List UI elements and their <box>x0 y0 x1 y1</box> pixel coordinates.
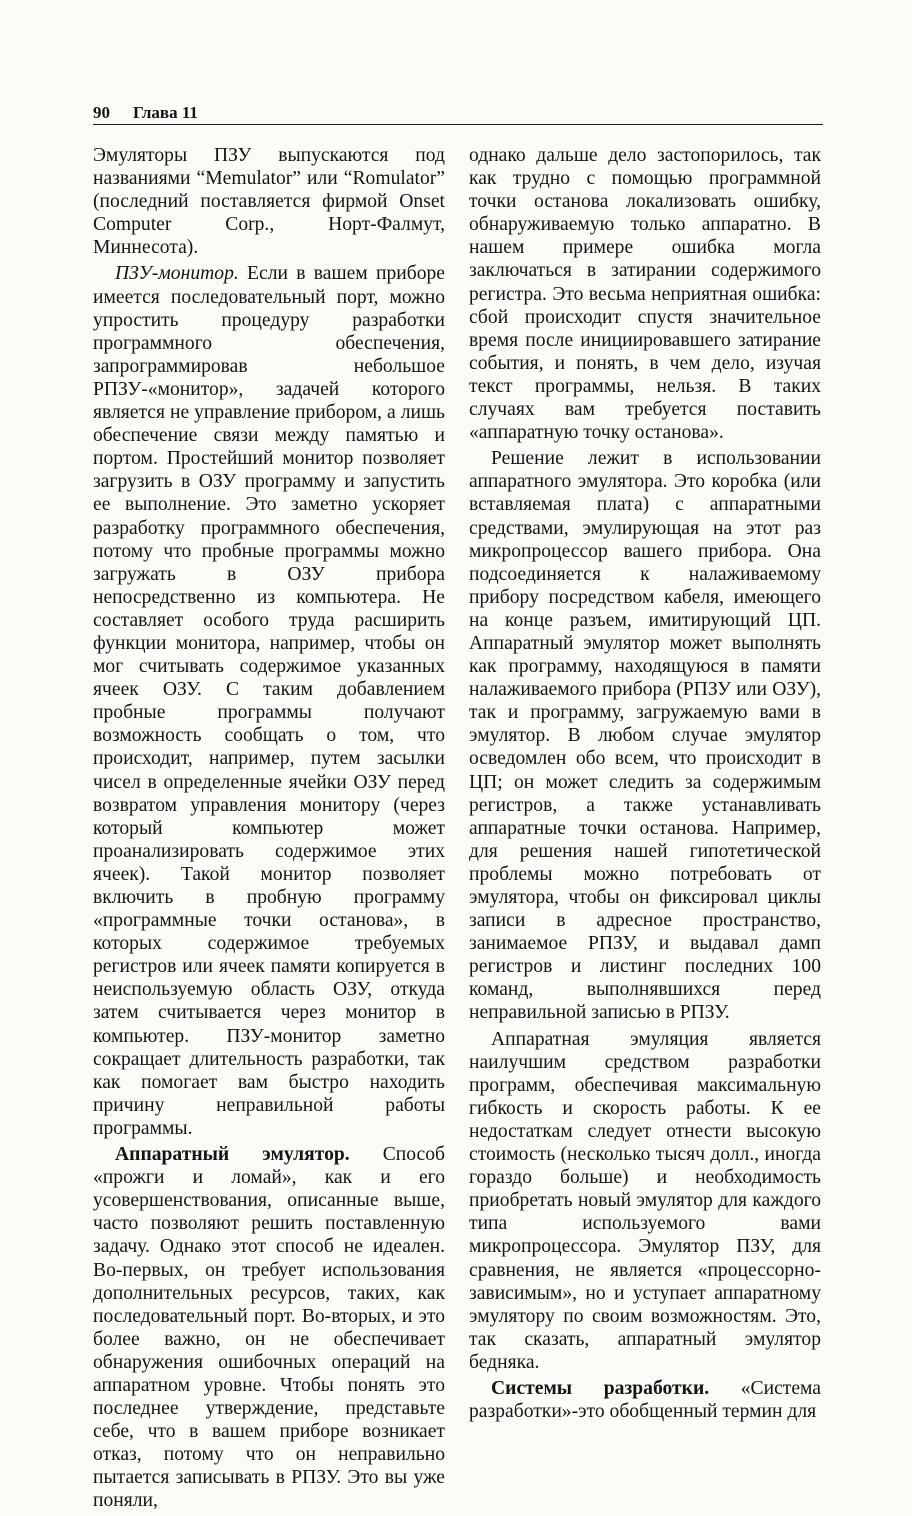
chapter-title: Глава 11 <box>133 103 198 122</box>
header-rule <box>93 124 823 125</box>
left-column <box>93 144 445 1516</box>
runin-heading-hardware-emulator: Аппаратный эмулятор. <box>115 1144 350 1166</box>
right-column <box>469 144 821 1426</box>
paragraph-development-systems-body: «Система разработки»-это обобщенный термин для <box>469 1377 821 1423</box>
page-number: 90 <box>93 103 110 122</box>
runin-heading-development-systems: Системы разработки. <box>491 1377 710 1399</box>
paragraph-development-systems <box>469 1377 821 1423</box>
paragraph-rom-emulators: Эмуляторы ПЗУ выпускаются под названиями “Memulator” или “Romulator” (последний поставляется фирмой Onset Computer Corp., Норт-Фалмут, Миннесота). <box>93 145 445 259</box>
paragraph-rom-monitor <box>93 262 445 1140</box>
paragraph-rom-monitor-body: Если в вашем приборе имеется последовательный порт, можно упростить процедуру разработки программного обеспечения, запрограммировав небольшое РПЗУ-«монитор», задачей которого является не управление прибором, а лишь обеспечение связи между памятью и портом. Простейший монитор позволяет загрузить в ОЗУ программу и запустить ее выполнение. Это заметно ускоряет разработку программного обеспечения, потому что пробные программы можно загружать в ОЗУ прибора непосредственно из компьютера. Не составляет особого труда расширить функции монитора, например, чтобы он мог считывать содержимое указанных ячеек ОЗУ. С таким добавлением пробные программы получают возможность сообщать о том, что происходит, например, путем засылки чисел в определенные ячейки ОЗУ перед возвратом управления монитору (через который компьютер может проанализировать содержимое этих ячеек). Такой монитор позволяет включить в пробную программу «программные точки останова», в которых содержимое требуемых регистров или ячеек памяти копируется в неиспользуемую область ОЗУ, откуда затем считывается через монитор в компьютер. ПЗУ-монитор заметно сокращает длительность разработки, так как помогает вам быстро находить причину неправильной работы программы. <box>93 263 445 1139</box>
paragraph-continuation: однако дальше дело застопорилось, так как трудно с помощью программной точки останова локализовать ошибку, обнаруживаемую только аппаратно. В нашем примере ошибка могла заключаться в затирании содержимого регистра. Это весьма неприятная ошибка: сбой происходит спустя значительное время после инициировавшего затирание события, и понять, в чем дело, изучая текст программы, нельзя. В таких случаях вам требуется поставить «аппаратную точку останова». <box>469 145 821 444</box>
paragraph-hardware-emulator <box>93 1143 445 1513</box>
runin-heading-rom-monitor: ПЗУ-монитор. <box>115 263 239 285</box>
paragraph-hardware-emulation: Аппаратная эмуляция является наилучшим средством разработки программ, обеспечивая максимальную гибкость и скорость работы. К ее недостаткам следует отнести высокую стоимость (несколько тысяч долл., иногда гораздо больше) и необходимость приобретать новый эмулятор для каждого типа используемого вами микропроцессора. Эмулятор ПЗУ, для сравнения, не является «процессорно-зависимым», но и уступает аппаратному эмулятору по своим возможностям. Это, так сказать, аппаратный эмулятор бедняка. <box>469 1028 821 1373</box>
paragraph-hardware-emulator-body: Способ «прожги и ломай», как и его усовершенствования, описанные выше, часто позволяют решить поставленную задачу. Однако этот способ не идеален. Во-первых, он требует использования дополнительных ресурсов, таких, как последовательный порт. Во-вторых, и это более важно, он не обеспечивает обнаружения ошибочных операций на аппаратном уровне. Чтобы понять это последнее утверждение, представьте себе, что в вашем приборе возникает отказ, потому что он неправильно пытается записывать в РПЗУ. Это вы уже поняли, <box>93 1144 445 1512</box>
paragraph-solution: Решение лежит в использовании аппаратного эмулятора. Это коробка (или вставляемая плата) с аппаратными средствами, эмулирующая на этот раз микропроцессор вашего прибора. Она подсоединяется к налаживаемому прибору посредством кабеля, имеющего на конце разъем, имитирующий ЦП. Аппаратный эмулятор может выполнять как программу, находящуюся в памяти налаживаемого прибора (РПЗУ или ОЗУ), так и программу, загружаемую вами в эмулятор. В любом случае эмулятор осведомлен обо всем, что происходит в ЦП; он может следить за содержимым регистров, а также устанавливать аппаратные точки останова. Например, для решения нашей гипотетической проблемы можно потребовать от эмулятора, чтобы он фиксировал циклы записи в адресное пространство, занимаемое РПЗУ, и выдавал дамп регистров и листинг последних 100 команд, выполнявшихся перед неправильной записью в РПЗУ. <box>469 448 821 1024</box>
